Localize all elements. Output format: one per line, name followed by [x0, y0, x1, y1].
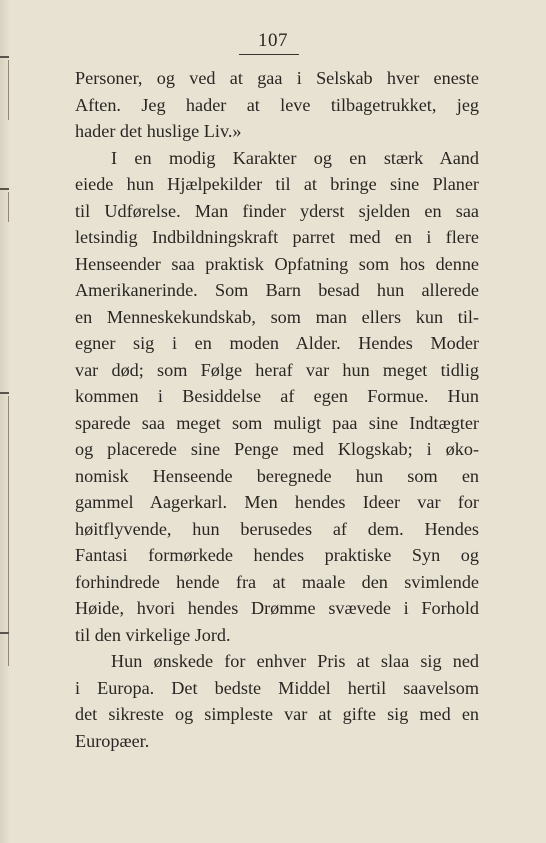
- text-line: Aften. Jeg hader at leve tilbagetrukket, jeg: [75, 94, 479, 115]
- text-line: kommen i Besiddelse af egen Formue. Hun: [75, 386, 479, 406]
- text-line: egner sig i en moden Alder. Hendes Moder: [75, 333, 479, 353]
- edge-mark: [0, 392, 9, 394]
- page-number-rule: [239, 54, 299, 55]
- text-line: I en modig Karakter og en stærk Aand: [111, 147, 479, 168]
- body-text: [75, 65, 479, 754]
- text-line: Høide, hvori hendes Drømme svævede i Forhold: [75, 598, 479, 618]
- text-line: det sikreste og simpleste var at gifte sig med en: [75, 704, 479, 724]
- edge-mark: [0, 188, 9, 190]
- text-line: til Udførelse. Man finder yderst sjelden en saa: [75, 200, 479, 221]
- edge-line: [8, 60, 9, 120]
- edge-line: [8, 192, 9, 222]
- text-line: sparede saa meget som muligt paa sine Indtægter: [75, 412, 479, 433]
- text-line: eiede hun Hjælpekilder til at bringe sine Planer: [75, 174, 479, 194]
- text-line: høitflyvende, hun berusedes af dem. Hendes: [75, 518, 479, 539]
- text-line: forhindrede hende fra at maale den svimlende: [75, 571, 479, 592]
- page-number: 107: [258, 30, 288, 51]
- edge-line: [8, 396, 9, 666]
- text-line: Europæer.: [75, 730, 150, 751]
- text-line: en Menneskekundskab, som man ellers kun til-: [75, 306, 479, 327]
- text-line: Amerikanerinde. Som Barn besad hun allerede: [75, 280, 479, 300]
- text-line: i Europa. Det bedste Middel hertil saavelsom: [75, 677, 479, 698]
- text-line: var død; som Følge heraf var hun meget tidlig: [75, 359, 479, 380]
- text-line: hader det huslige Liv.»: [75, 121, 242, 141]
- text-line: Henseender saa praktisk Opfatning som hos denne: [75, 253, 479, 274]
- text-line: til den virkelige Jord.: [75, 624, 231, 645]
- text-line: Hun ønskede for enhver Pris at slaa sig ned: [111, 651, 479, 671]
- text-line: og placerede sine Penge med Klogskab; i øko-: [75, 439, 479, 459]
- edge-mark: [0, 632, 9, 634]
- edge-mark: [0, 56, 9, 58]
- text-line: nomisk Henseende beregnede hun som en: [75, 465, 479, 486]
- text-line: Fantasi formørkede hendes praktiske Syn og: [75, 545, 479, 565]
- text-line: letsindig Indbildningskraft parret med en i flere: [75, 227, 479, 247]
- text-line: gammel Aagerkarl. Men hendes Ideer var for: [75, 492, 479, 512]
- text-line: Personer, og ved at gaa i Selskab hver eneste: [75, 68, 479, 88]
